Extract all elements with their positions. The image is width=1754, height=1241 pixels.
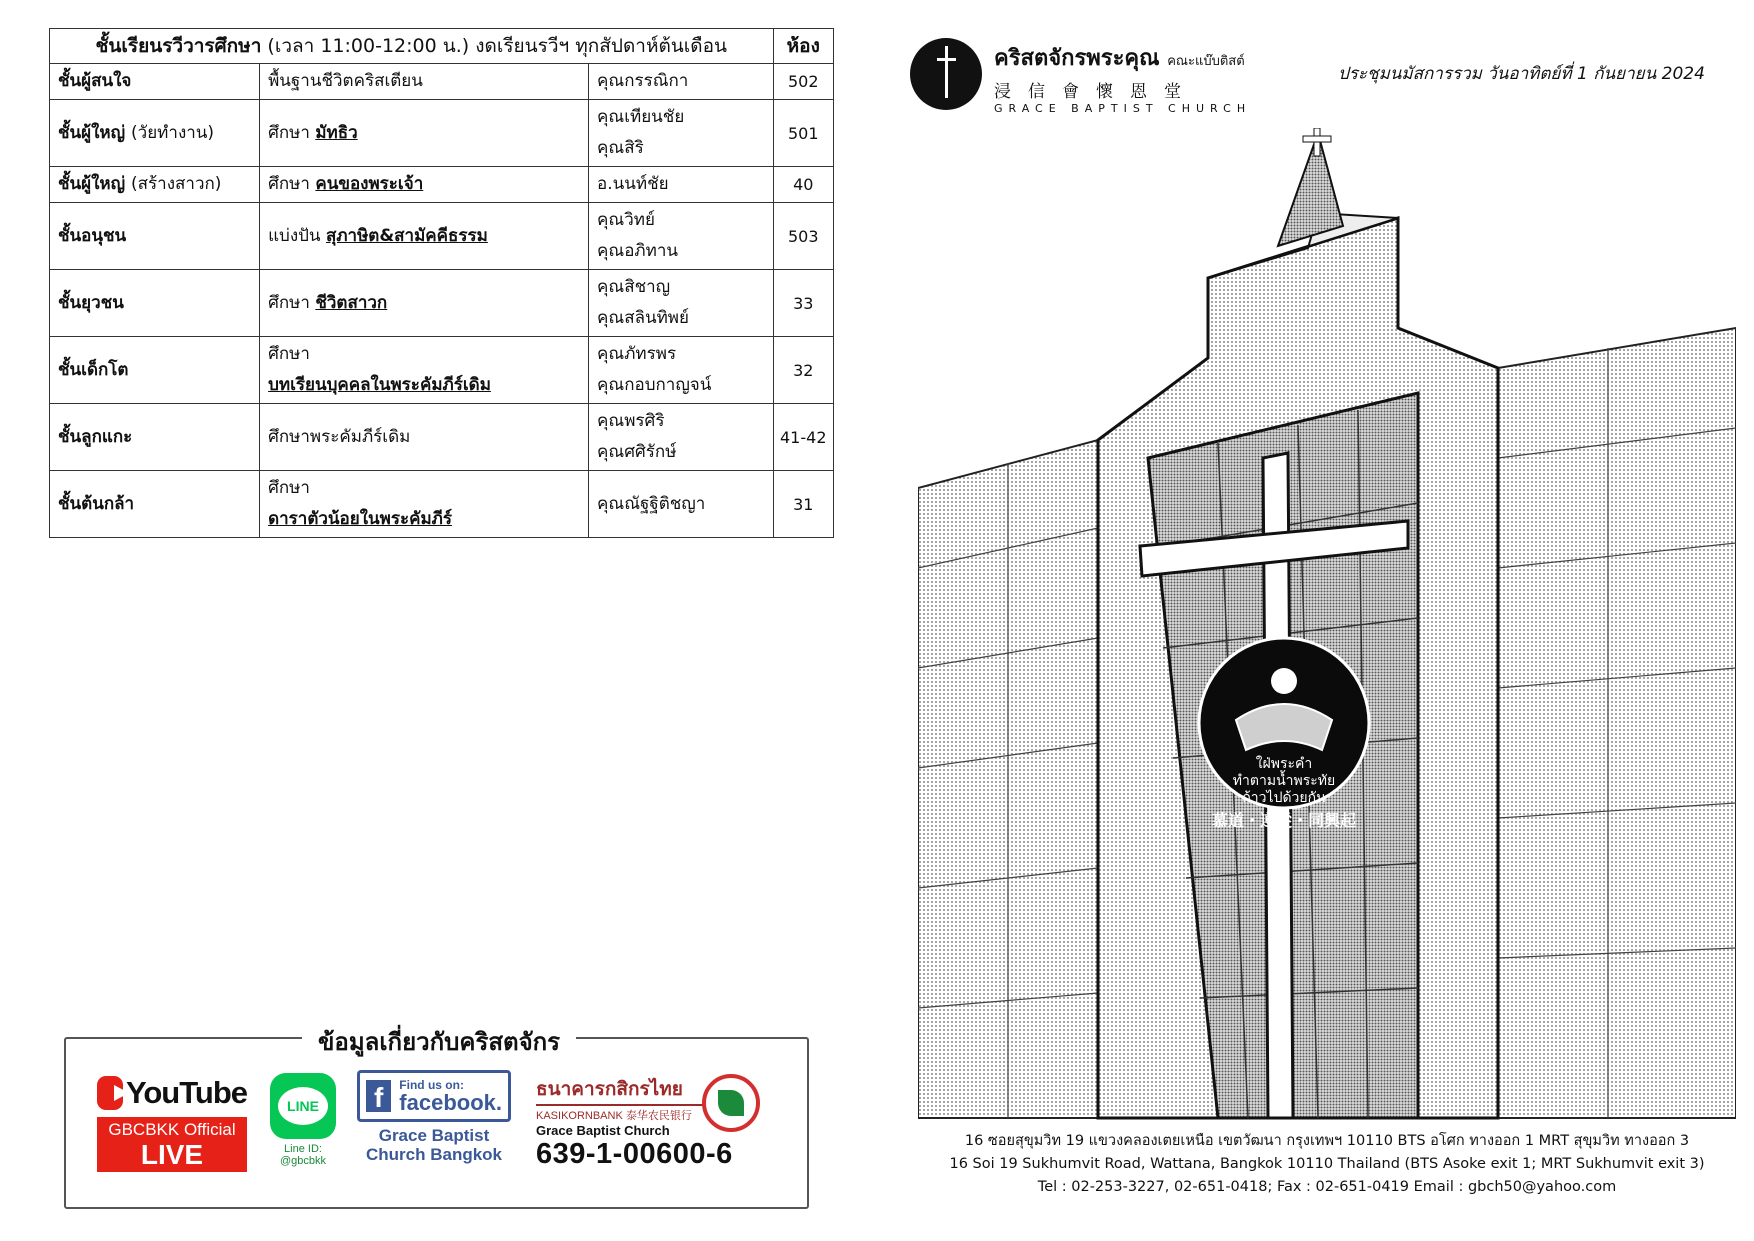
facebook-page-name: Grace Baptist Church Bangkok [365,1126,503,1164]
class-name-cell: ชั้นยุวชน [50,270,260,337]
youtube-channel-label: GBCBKK Official LIVE [97,1117,247,1172]
room-cell: 40 [773,167,833,203]
address-en: 16 Soi 19 Sukhumvit Road, Wattana, Bangkok 10110 Thailand (BTS Asoke exit 1; MRT Sukhumvit exit 3) [949,1156,1705,1172]
facebook-icon: f [366,1080,391,1112]
bank-name-en: KASIKORNBANK 泰华农民银行 [536,1104,756,1123]
church-info-title: ข้อมูลเกี่ยวกับคริสตจักร [302,1022,576,1061]
room-cell: 33 [773,270,833,337]
room-cell: 41-42 [773,404,833,471]
course-cell: ศึกษาพระคัมภีร์เดิม [260,404,589,471]
bank-account-number: 639-1-00600-6 [536,1138,733,1170]
church-name: คริสตจักรพระคุณ คณะแบ๊บติสต์ 浸信會懷恩堂 GRACE BAPTIST CHURCH [994,46,1252,115]
class-name-cell: ชั้นอนุชน [50,203,260,270]
course-cell: ศึกษา ดาราตัวน้อยในพระคัมภีร์ [260,471,589,538]
line-link[interactable]: LINE Line ID: @gbcbkk [270,1073,336,1167]
teacher-cell: คุณกรรณิกา [589,64,773,100]
room-header: ห้อง [773,29,833,64]
youtube-link[interactable]: YouTube GBCBKK Official LIVE [97,1073,247,1168]
teacher-cell: อ.นนท์ชัย [589,167,773,203]
emblem-line-3: ก้าวไปด้วยกัน [1242,790,1326,806]
teacher-cell: คุณวิทย์ คุณอภิทาน [589,203,773,270]
kasikorn-logo-icon [702,1074,760,1132]
course-cell: ศึกษา บทเรียนบุคคลในพระคัมภีร์เดิม [260,337,589,404]
teacher-cell: คุณภัทรพร คุณกอบกาญจน์ [589,337,773,404]
teacher-cell: คุณณัฐฐิติชญา [589,471,773,538]
course-cell: แบ่งปัน สุภาษิต&สามัคคีธรรม [260,203,589,270]
table-row [50,64,834,100]
class-name-cell: ชั้นต้นกล้า [50,471,260,538]
emblem-line-1: ใฝ่พระคำ [1255,756,1313,772]
bank-name-th: ธนาคารกสิกรไทย [536,1078,683,1100]
room-cell: 32 [773,337,833,404]
table-row [50,471,834,538]
class-name-cell: ชั้นผู้ใหญ่ (วัยทำงาน) [50,100,260,167]
course-cell: พื้นฐานชีวิตคริสเตียน [260,64,589,100]
class-schedule-table [49,28,834,538]
room-cell: 501 [773,100,833,167]
class-name-cell: ชั้นผู้ใหญ่ (สร้างสาวก) [50,167,260,203]
room-cell: 503 [773,203,833,270]
table-row [50,404,834,471]
contact-line: Tel : 02-253-3227, 02-651-0418; Fax : 02-651-0419 Email : gbch50@yahoo.com [1037,1179,1617,1195]
table-title [50,29,774,64]
table-header-row [50,29,834,64]
church-building-illustration [918,128,1736,1123]
teacher-cell: คุณพรศิริ คุณศศิรักษ์ [589,404,773,471]
line-icon: LINE [270,1073,336,1139]
course-cell: ศึกษา ชีวิตสาวก [260,270,589,337]
table-row [50,167,834,203]
room-cell: 31 [773,471,833,538]
course-cell: ศึกษา มัทธิว [260,100,589,167]
schedule-title: ชั้นเรียนรวีวารศึกษา [95,35,262,57]
room-cell: 502 [773,64,833,100]
class-name-cell: ชั้นผู้สนใจ [50,64,260,100]
service-date: ประชุมนมัสการรวม วันอาทิตย์ที่ 1 กันยายน 2024 [1338,64,1705,84]
schedule-time: (เวลา 11:00-12:00 น.) งดเรียนรวีฯ ทุกสัปดาห์ต้นเดือน [267,35,728,57]
address-th: 16 ซอยสุขุมวิท 19 แขวงคลองเตยเหนือ เขตวัฒนา กรุงเทพฯ 10110 BTS อโศก ทางออก 1 MRT สุขุมวิท ทางออก 3 [964,1133,1690,1149]
table-row [50,337,834,404]
youtube-icon [97,1076,123,1110]
facebook-link[interactable]: f Find us on: facebook. Grace Baptist Church Bangkok [357,1070,511,1164]
table-row [50,100,834,167]
teacher-cell: คุณเทียนชัย คุณสิริ [589,100,773,167]
line-id: @gbcbkk [279,1155,327,1167]
church-address [918,1130,1736,1199]
emblem-line-2: ทำตามน้ำพระทัย [1232,773,1336,789]
class-name-cell: ชั้นลูกแกะ [50,404,260,471]
table-row [50,270,834,337]
bank-account-name: Grace Baptist Church [536,1123,670,1138]
table-row [50,203,834,270]
emblem-motto-zh: 慕道・遵從・同興起 [1211,811,1357,830]
course-cell: ศึกษา คนของพระเจ้า [260,167,589,203]
church-logo-icon [910,38,982,110]
teacher-cell: คุณสิชาญ คุณสลินทิพย์ [589,270,773,337]
class-name-cell: ชั้นเด็กโต [50,337,260,404]
